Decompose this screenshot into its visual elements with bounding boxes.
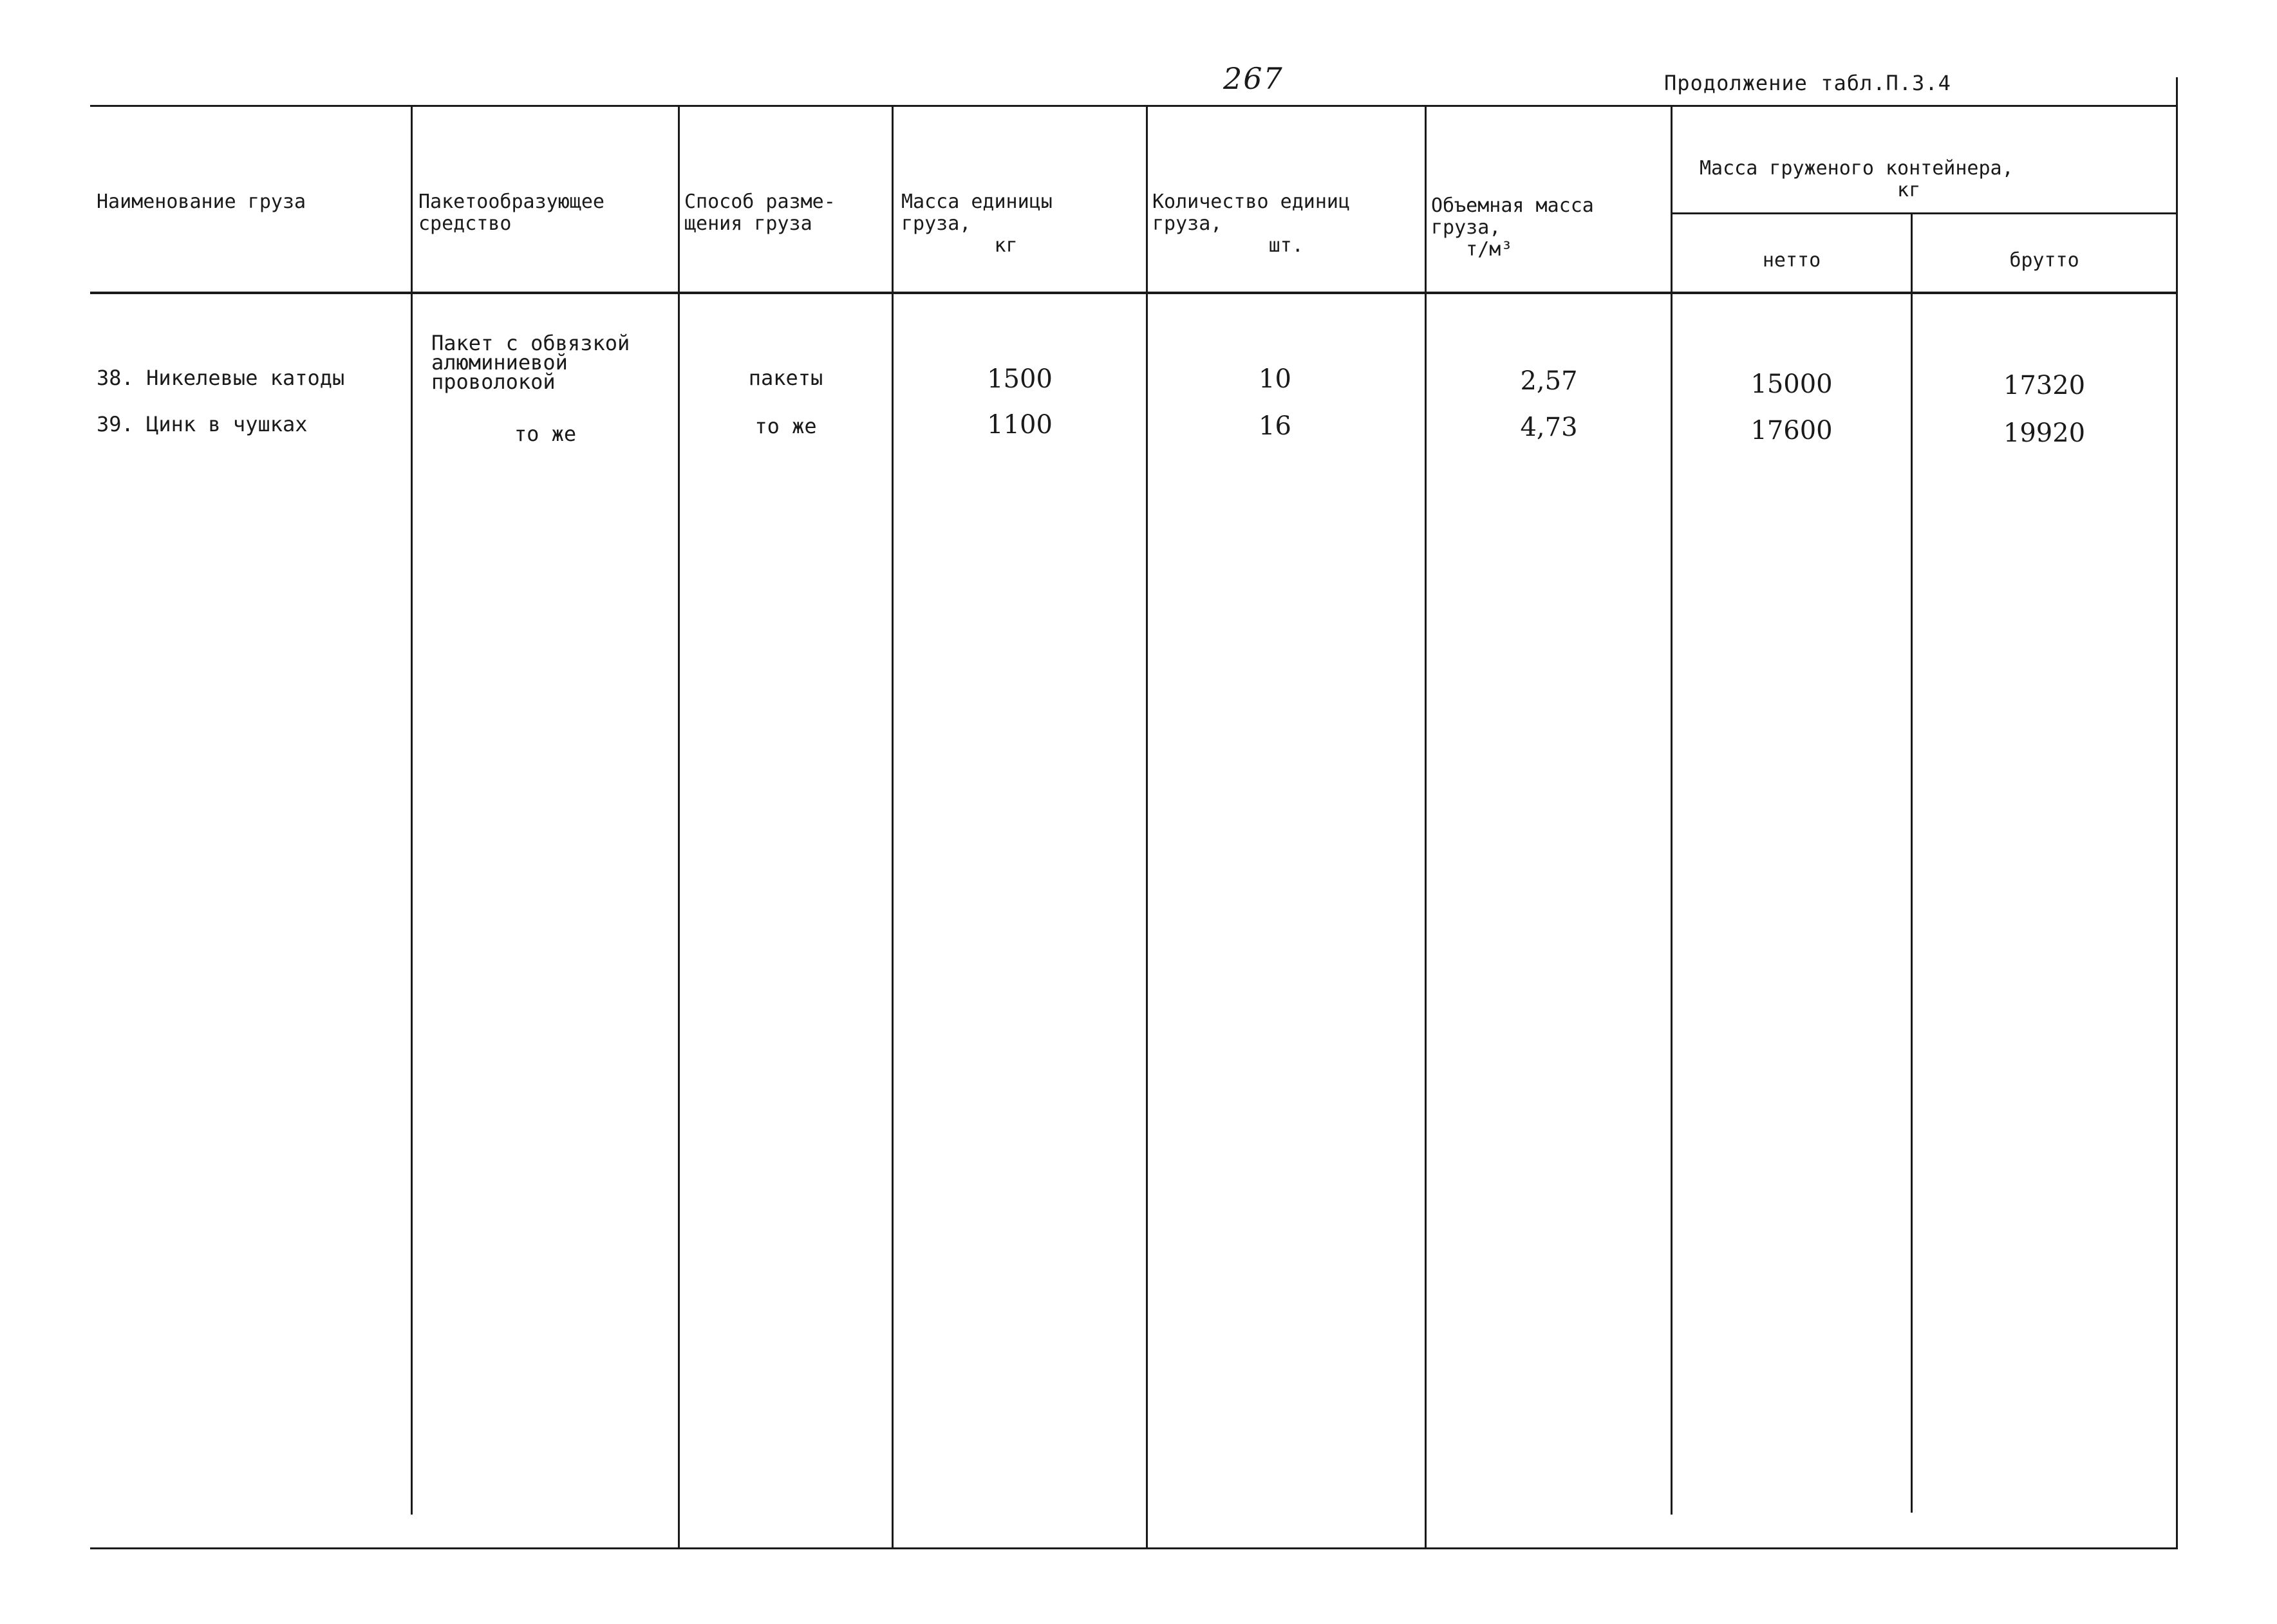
column-rule-2 — [678, 105, 680, 1549]
header-bottom-rule — [90, 292, 2176, 294]
row-unit-mass: 1100 — [987, 410, 1053, 440]
header-volume-mass: Объемная масса груза, т/м³ — [1431, 194, 1594, 261]
header-placement: Способ разме- щения груза — [684, 191, 836, 235]
row-brutto: 19920 — [2003, 418, 2086, 448]
row-volume-mass: 4,73 — [1520, 413, 1578, 442]
row-unit-mass: 1500 — [987, 364, 1053, 394]
table-bottom-rule — [90, 1547, 2176, 1549]
row-placement: то же — [754, 414, 817, 438]
header-container-mass: Масса груженого контейнера, кг — [1700, 157, 2014, 201]
header-cargo-name: Наименование груза — [97, 191, 306, 213]
table-top-rule — [90, 105, 2176, 107]
row-netto: 15000 — [1750, 369, 1833, 399]
row-packaging: Пакет с обвязкой алюминиевой проволокой — [431, 331, 630, 394]
continuation-label: Продолжение табл.П.3.4 — [1664, 71, 1951, 95]
row-volume-mass: 2,57 — [1520, 366, 1578, 396]
row-cargo-name: 39. Цинк в чушках — [97, 412, 308, 436]
table-right-rule — [2176, 77, 2178, 1549]
column-rule-7 — [1911, 212, 1913, 1513]
column-rule-1 — [411, 105, 413, 1515]
row-netto: 17600 — [1750, 416, 1833, 445]
header-netto: нетто — [1762, 249, 1821, 272]
row-packaging: то же — [514, 422, 577, 446]
header-packaging: Пакетообразующее средство — [418, 191, 604, 235]
row-brutto: 17320 — [2003, 371, 2086, 400]
header-unit-mass: Масса единицы груза, кг — [901, 191, 1053, 257]
column-rule-3 — [892, 105, 894, 1549]
column-rule-5 — [1425, 105, 1427, 1549]
page-number: 267 — [1223, 61, 1284, 96]
header-brutto: брутто — [2009, 249, 2079, 272]
subheader-rule — [1671, 212, 2176, 214]
header-unit-count: Количество единиц груза, шт. — [1152, 191, 1351, 257]
row-cargo-name: 38. Никелевые катоды — [97, 366, 345, 390]
row-unit-count: 16 — [1259, 411, 1291, 441]
row-placement: пакеты — [748, 366, 823, 390]
column-rule-6 — [1671, 105, 1673, 1515]
row-unit-count: 10 — [1259, 364, 1291, 394]
column-rule-4 — [1146, 105, 1148, 1549]
